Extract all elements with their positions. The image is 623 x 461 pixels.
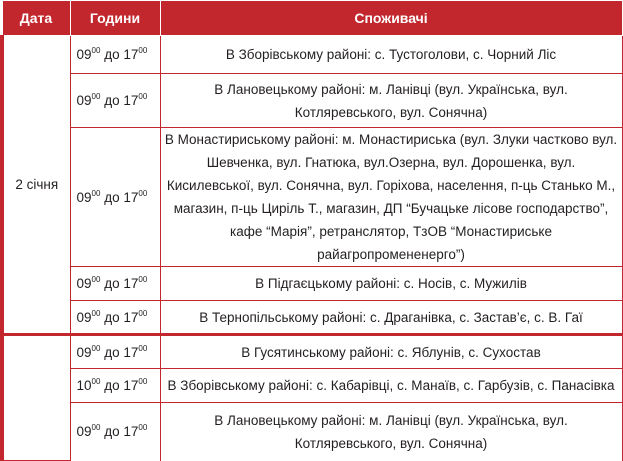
hours-cell <box>70 36 160 74</box>
hours-separator: до <box>104 276 120 291</box>
hours-cell <box>70 74 160 128</box>
hours-to: 17 <box>123 47 139 62</box>
hours-to: 17 <box>123 424 139 440</box>
minutes-from: 00 <box>91 275 101 284</box>
hours-separator: до <box>104 189 120 205</box>
hours-from: 09 <box>76 47 92 62</box>
hours-to: 17 <box>123 309 139 325</box>
minutes-to: 00 <box>138 275 148 284</box>
hours-from: 09 <box>76 189 92 205</box>
hours-from: 09 <box>76 309 92 325</box>
hours-separator: до <box>104 378 120 393</box>
table-row <box>2 128 622 267</box>
minutes-from: 00 <box>91 92 101 101</box>
hours-to: 17 <box>123 189 139 205</box>
minutes-from: 00 <box>91 423 101 433</box>
consumers-cell: В Зборівському районі: с. Тустоголови, с. Чорний Ліс <box>160 36 622 74</box>
consumers-cell: В Монастириському районі: м. Монастириська (вул. Злуки частково вул. Шевченка, вул. Гнатюка, вул.Озерна, вул. Дорошенка, вул. Кисилевської, вул. Сонячна, вул. Горіхова, населення, п-ць Станько М., магазин, п-ць Циріль Т., магазин, ДП “Бучацьке лісове господарство”, кафе “Марія”, ретранслятор, ТзОВ “Монастириське райагропромененерго”) <box>160 128 622 267</box>
table-body <box>2 36 622 461</box>
header-row <box>2 1 622 36</box>
hours-separator: до <box>104 424 120 440</box>
hours-to: 17 <box>123 378 139 393</box>
minutes-from: 00 <box>91 188 101 198</box>
consumers-cell: В Тернопільському районі: с. Драганівка, с. Застав’є, с. В. Гаї <box>160 301 622 335</box>
column-header-consumers: Споживачі <box>160 1 622 36</box>
minutes-to: 00 <box>138 343 148 353</box>
table-row <box>2 74 622 128</box>
consumers-cell: В Гусятинському районі: с. Яблунів, с. Сухостав <box>160 335 622 369</box>
minutes-to: 00 <box>138 188 148 198</box>
hours-separator: до <box>104 47 120 62</box>
minutes-to: 00 <box>138 423 148 433</box>
consumers-cell: В Лановецькому районі: м. Ланівці (вул. Українська, вул. Котляревського, вул. Сонячна) <box>160 403 622 461</box>
hours-cell <box>70 335 160 369</box>
date-cell <box>2 335 70 461</box>
hours-separator: до <box>104 344 120 360</box>
column-header-hours: Години <box>70 1 160 36</box>
hours-separator: до <box>104 93 120 108</box>
minutes-to: 00 <box>138 46 148 55</box>
hours-from: 09 <box>76 276 92 291</box>
hours-to: 17 <box>123 344 139 360</box>
consumers-cell: В Підгаєцькому районі: с. Носів, с. Мужилів <box>160 267 622 301</box>
minutes-to: 00 <box>138 377 148 386</box>
consumers-cell: В Лановецькому районі: м. Ланівці (вул. Українська, вул. Котляревського, вул. Сонячна) <box>160 74 622 128</box>
minutes-from: 00 <box>91 343 101 353</box>
hours-cell <box>70 301 160 335</box>
hours-from: 10 <box>76 378 92 393</box>
hours-to: 17 <box>123 93 139 108</box>
hours-from: 09 <box>76 424 92 440</box>
hours-cell <box>70 267 160 301</box>
table-row <box>2 301 622 335</box>
table-row <box>2 335 622 369</box>
hours-from: 09 <box>76 344 92 360</box>
consumers-cell: В Зборівському районі: с. Кабарівці, с. Манаїв, с. Гарбузів, с. Панасівка <box>160 369 622 403</box>
table-row <box>2 369 622 403</box>
column-header-date: Дата <box>2 1 70 36</box>
minutes-to: 00 <box>138 92 148 101</box>
hours-from: 09 <box>76 93 92 108</box>
minutes-from: 00 <box>91 308 101 318</box>
hours-separator: до <box>104 309 120 325</box>
hours-cell <box>70 369 160 403</box>
hours-to: 17 <box>123 276 139 291</box>
table-header <box>2 1 622 36</box>
minutes-from: 00 <box>91 46 101 55</box>
date-cell: 2 січня <box>2 36 70 335</box>
table-row <box>2 267 622 301</box>
minutes-to: 00 <box>138 308 148 318</box>
hours-cell <box>70 128 160 267</box>
minutes-from: 00 <box>91 377 101 386</box>
table-row <box>2 36 622 74</box>
